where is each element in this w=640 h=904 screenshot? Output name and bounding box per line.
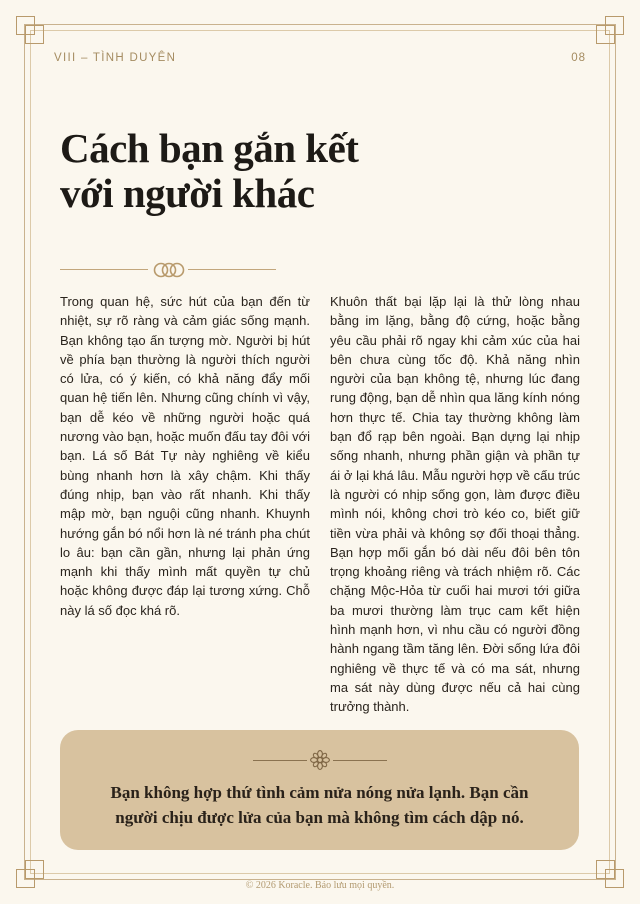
divider-line-right: [188, 269, 276, 270]
title-line-2: với người khác: [60, 170, 315, 216]
page-title: [60, 126, 500, 216]
corner-ornament-icon: [14, 14, 46, 46]
divider-line-left: [60, 269, 148, 270]
title-line-1: Cách bạn gắn kết: [60, 125, 359, 171]
ornament-line-right: [333, 760, 387, 761]
corner-ornament-icon: [594, 14, 626, 46]
body-column-left: Trong quan hệ, sức hút của bạn đến từ nhiệt, sự rõ ràng và cảm giác sống mạnh. Bạn không tạo ấn tượng mờ. Người bị hút về phía bạn thường là người thích người có lửa, có ý kiến, có khả năng đẩy mối quan hệ tiến lên. Nhưng cũng chính vì vậy, bạn dễ kéo về những người hoặc quá nương vào bạn, hoặc muốn đấu tay đôi với bạn. Lá số Bát Tự này nghiêng về kiểu bùng nhanh hơn là xây chậm. Khi thấy đúng nhịp, bạn vào rất nhanh. Khi thấy mập mờ, bạn nguội cũng nhanh. Khuynh hướng gắn bó nổi hơn là né tránh pha chút lo âu: bạn cần gần, nhưng lại phản ứng mạnh khi thấy mình mất quyền tự chủ hoặc không được đáp lại tương xứng. Chỗ này lá số đọc khá rõ.: [60, 294, 310, 618]
body-column-right: Khuôn thất bại lặp lại là thử lòng nhau bằng im lặng, bằng độ cứng, hoặc bằng yêu cầu phải rõ ngay khi cảm xúc của hai bên chưa cùng tốc độ. Khả năng nhìn người của bạn không tệ, nhưng lúc đang rung động, bạn dễ nhìn qua lăng kính nóng hơn thực tế. Chia tay thường không làm bạn đổ rạp bên ngoài. Bạn dựng lại nhịp sống nhanh, nhưng phần giận và phần tự ái ở lại khá lâu. Mẫu người hợp về cấu trúc là người có nhịp sống gọn, làm được điều mình nói, không chơi trò kéo co, biết giữ tiền vừa phải và không sợ đối thoại thẳng. Bạn hợp mối gắn bó dài nếu đôi bên tôn trọng khoảng riêng và trách nhiệm rõ. Các chặng Mộc-Hỏa từ cuối hai mươi tới giữa ba mươi thường làm trục cam kết hiện hình mạnh hơn, vì nhu cầu có người đồng hành ngang tầm tăng lên. Đời sống lứa đôi nghiêng về thực tế và có ma sát, nhưng ma sát này dùng được nếu cả hai cùng trưởng thành.: [330, 294, 580, 715]
ornament-line-left: [253, 760, 307, 761]
copyright-footer: © 2026 Koracle. Bảo lưu mọi quyền.: [245, 880, 395, 891]
page-number: 08: [571, 52, 586, 64]
section-label: VIII – TÌNH DUYÊN: [54, 52, 177, 64]
quote-ornament: [253, 751, 387, 769]
title-divider: [60, 260, 276, 280]
interlocked-rings-icon: [152, 261, 186, 284]
quote-text: Bạn không hợp thứ tình cảm nửa nóng nửa lạnh. Bạn cần người chịu được lửa của bạn mà không tìm cách dập nó.: [110, 783, 529, 827]
quote-box: [60, 730, 579, 850]
flower-ornament-icon: [309, 749, 331, 776]
